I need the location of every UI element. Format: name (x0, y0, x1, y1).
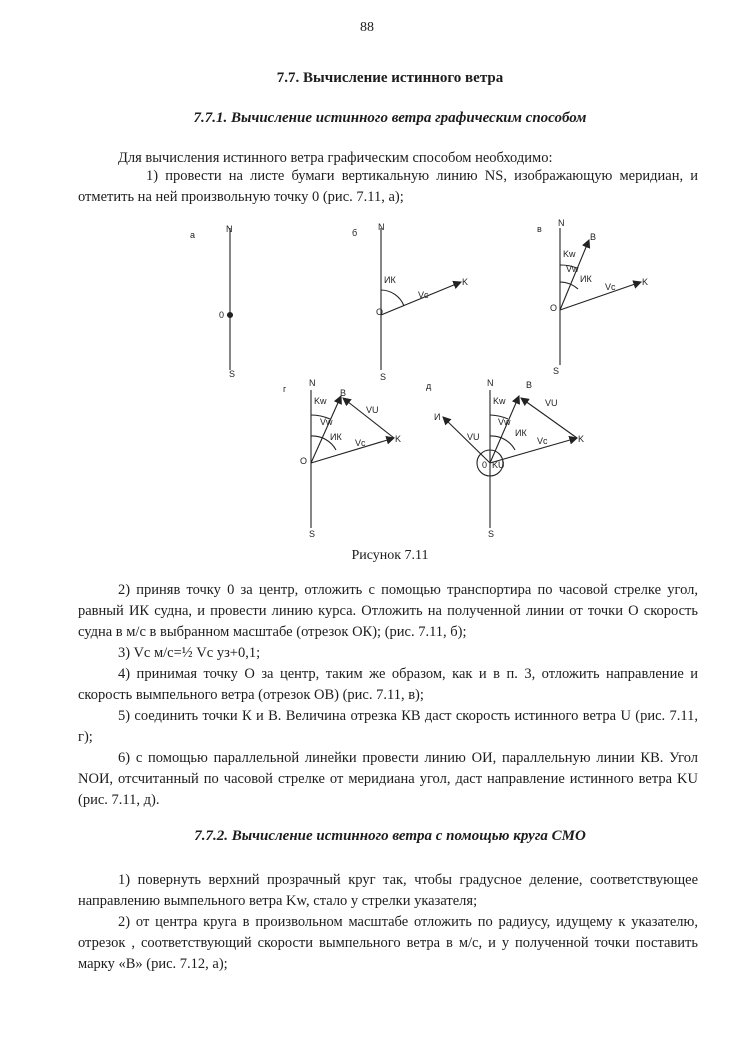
label-vw-c: Vw (566, 264, 579, 274)
step-6-paragraph: 6) с помощью параллельной линейки провести линию ОИ, параллельную линии КВ. Угол NOИ, отсчитанный по часовой стрелке от меридиана угол, даст направление истинного ветра KU (рис. 7.11, д). (78, 750, 698, 808)
apparent-wind-vector-g (311, 396, 341, 463)
label-k-d: K (578, 434, 585, 444)
label-vu-d: VU (545, 398, 558, 408)
step-2-paragraph: 2) приняв точку 0 за центр, отложить с помощью транспортира по часовой стрелке угол, равный ИК судна, и провести линию курса. Отложить на полученной линии от точки О скорость судна в м/с в выбранном масштабе (отрезок ОК); (рис. 7.11, б); (78, 582, 698, 640)
figure-7-11 (0, 210, 734, 550)
label-s-c: S (553, 366, 560, 376)
label-o-d: 0 (482, 460, 488, 470)
step-4-paragraph: 4) принимая точку О за центр, таким же образом, как и в п. 3, отложить направление и скорость вымпельного ветра (отрезок ОВ) (рис. 7.11, в); (78, 666, 698, 703)
panel-letter-c: в (537, 224, 542, 234)
label-n-g: N (309, 378, 316, 388)
label-i-d: И (434, 412, 441, 422)
label-ik-c: ИК (580, 274, 592, 284)
true-wind-vector-g (343, 398, 394, 438)
label-o-b: O (376, 307, 384, 317)
label-b-d: B (526, 380, 533, 390)
step-1-paragraph: 1) провести на листе бумаги вертикальную линию NS, изображающую меридиан, и отметить на ней произвольную точку 0 (рис. 7.11, а); (78, 168, 698, 205)
label-k-b: K (462, 277, 469, 287)
intro-paragraph: Для вычисления истинного ветра графическим способом необходимо: (118, 150, 553, 166)
label-o-c: O (550, 303, 558, 313)
panel-letter-g: г (283, 384, 287, 394)
step-5-paragraph: 5) соединить точки К и В. Величина отрезка КВ даст скорость истинного ветра U (рис. 7.11, г); (78, 708, 698, 745)
label-vs-b: Vс (418, 290, 429, 300)
label-zero-a: 0 (219, 310, 225, 320)
label-vw-g: Vw (320, 417, 333, 427)
point-zero-a (228, 313, 233, 318)
label-s-d: S (488, 529, 495, 539)
label-ik-b: ИК (384, 275, 396, 285)
label-vs-d: Vс (537, 436, 548, 446)
label-kw-g: Kw (314, 396, 327, 406)
angle-arc-ik-d (490, 436, 515, 450)
course-vector-c (560, 282, 641, 310)
panel-letter-a: а (190, 230, 196, 240)
label-n-b: N (378, 222, 385, 232)
figure-caption: Рисунок 7.11 (351, 548, 429, 563)
label-n-d: N (487, 378, 494, 388)
section-title: 7.7. Вычисление истинного ветра (276, 70, 504, 86)
label-s-g: S (309, 529, 316, 539)
label-ik-d: ИК (515, 428, 527, 438)
smo-step-1-paragraph: 1) повернуть верхний прозрачный круг так, чтобы градусное деление, соответствующее направлению вымпельного ветра Kw, стало у стрелки указателя; (78, 872, 698, 909)
figure-7-11-svg (0, 210, 734, 550)
label-n-c: N (558, 218, 565, 228)
panel-letter-b: б (352, 228, 358, 238)
label-s-b: S (380, 372, 387, 382)
label-n-a: N (226, 224, 233, 234)
label-kw-c: Kw (563, 249, 576, 259)
label-b-g: B (340, 388, 347, 398)
subsection-title-smo: 7.7.2. Вычисление истинного ветра с помощью круга СМО (194, 828, 586, 844)
label-vu-small-d: VU (467, 432, 480, 442)
course-vector-g (311, 438, 394, 463)
label-vs-g: Vс (355, 438, 366, 448)
steps-2-6 (78, 580, 698, 811)
panel-g (311, 390, 394, 528)
smo-steps (78, 870, 698, 975)
label-ik-g: ИК (330, 432, 342, 442)
label-vu-g: VU (366, 405, 379, 415)
panel-letter-d: д (426, 381, 432, 391)
label-vs-c: Vс (605, 282, 616, 292)
label-k-c: K (642, 277, 649, 287)
page-number: 88 (360, 20, 374, 35)
subsection-title-graphic: 7.7.1. Вычисление истинного ветра графическим способом (193, 110, 587, 126)
label-o-g: O (300, 456, 308, 466)
angle-arc-b (381, 290, 404, 306)
step-3-paragraph: 3) Vc м/с=½ Vc уз+0,1; (118, 645, 261, 661)
label-kw-d: Kw (493, 396, 506, 406)
panel-a (228, 228, 233, 370)
label-k-g: K (395, 434, 402, 444)
label-ku-d: KU (492, 460, 505, 470)
label-vw-d: Vw (498, 417, 511, 427)
smo-step-2-paragraph: 2) от центра круга в произвольном масштабе отложить по радиусу, идущему к указателю, отрезок , соответствующий скорости вымпельного ветра в м/с, и у полученной точки поставить марку «В» (рис. 7.12, а); (78, 914, 698, 972)
label-b-c: B (590, 232, 597, 242)
label-s-a: S (229, 369, 236, 379)
panel-d (443, 390, 577, 528)
